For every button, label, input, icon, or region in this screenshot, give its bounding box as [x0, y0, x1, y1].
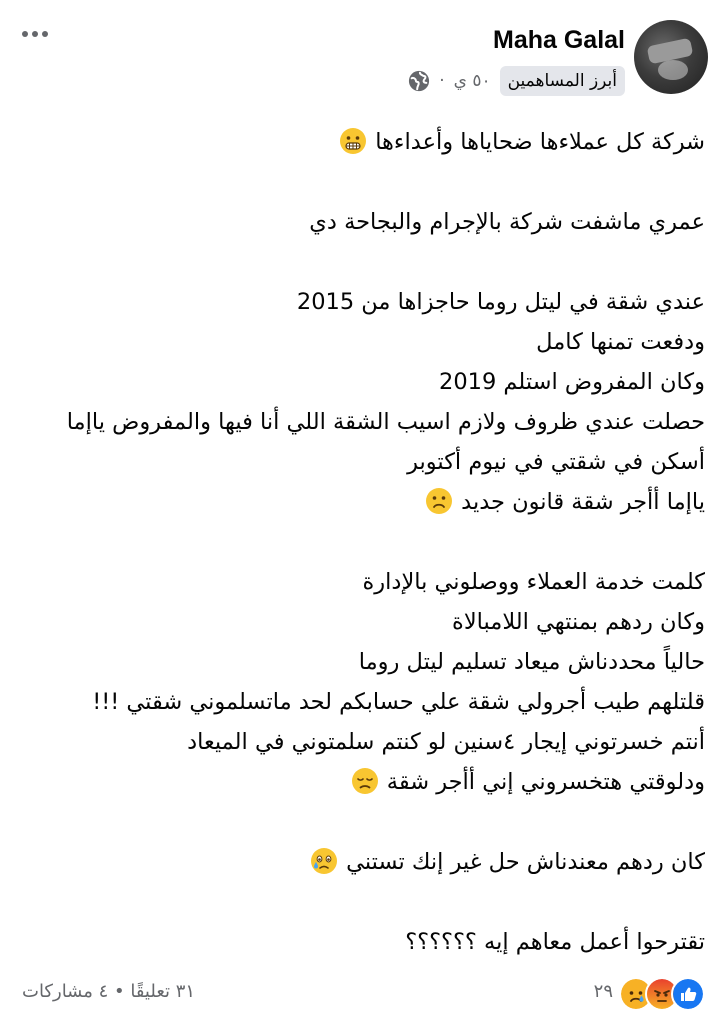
post-line	[15, 442, 705, 482]
post-line-text: عمري ماشفت شركة بالإجرام والبجاحة دي	[309, 209, 705, 235]
post-line	[15, 682, 705, 722]
post-line-text: كلمت خدمة العملاء ووصلوني بالإدارة	[362, 569, 705, 595]
post-line	[15, 842, 705, 882]
grimacing-emoji-icon	[339, 127, 367, 155]
post-line-text: قلتلهم طيب أجرولي شقة علي حسابكم لحد ماتسلموني شقتي !!!	[92, 689, 705, 715]
post-line	[15, 402, 705, 442]
post-line	[15, 322, 705, 362]
post-time[interactable]: ٥٠ ي	[453, 71, 491, 91]
post-line	[15, 202, 705, 242]
post-line-blank	[15, 882, 705, 922]
post-text	[15, 122, 705, 962]
post-line-text: وكان ردهم بمنتهي اللامبالاة	[452, 609, 705, 635]
reaction-count[interactable]: ٢٩	[593, 981, 613, 1002]
post-line-text: وكان المفروض استلم 2019	[439, 369, 705, 395]
post-line-text: حصلت عندي ظروف ولازم اسيب الشقة اللي أنا فيها والمفروض ياإما	[66, 409, 705, 435]
post-line-blank	[15, 162, 705, 202]
post-line-text: تقترحوا أعمل معاهم إيه ؟؟؟؟؟؟	[405, 929, 705, 955]
post-line	[15, 762, 705, 802]
post-line-blank	[15, 522, 705, 562]
more-dots-icon	[22, 31, 28, 37]
post-line-text: ياإما أأجر شقة قانون جديد	[461, 489, 705, 515]
post-line	[15, 642, 705, 682]
post-line-text: أنتم خسرتوني إيجار ٤سنين لو كنتم سلمتوني في الميعاد	[187, 729, 705, 755]
globe-icon	[408, 70, 430, 92]
frowning-emoji-icon	[425, 487, 453, 515]
holding-back-tears-emoji-icon	[310, 847, 338, 875]
post-meta	[408, 65, 625, 97]
post-line	[15, 122, 705, 162]
post-line	[15, 562, 705, 602]
meta-separator: ·	[439, 71, 445, 91]
author-name[interactable]: Maha Galal	[493, 26, 625, 54]
disappointed-emoji-icon	[351, 767, 379, 795]
post-line	[15, 722, 705, 762]
reaction-icons[interactable]	[627, 977, 705, 1011]
comments-shares-count[interactable]: ٣١ تعليقًا • ٤ مشاركات	[22, 981, 196, 1002]
post-line-text: كان ردهم معندناش حل غير إنك تستني	[346, 849, 705, 875]
more-options-button[interactable]	[18, 22, 52, 46]
top-contributor-badge[interactable]: أبرز المساهمين	[500, 66, 625, 96]
post-line	[15, 282, 705, 322]
avatar[interactable]	[634, 20, 708, 94]
post-footer	[0, 975, 725, 1015]
post-line	[15, 482, 705, 522]
post-line	[15, 602, 705, 642]
post-line-text: ودلوقتي هتخسروني إني أأجر شقة	[386, 769, 705, 795]
post-line-blank	[15, 802, 705, 842]
post-line-text: عندي شقة في ليتل روما حاجزاها من 2015	[296, 289, 705, 315]
post-line	[15, 362, 705, 402]
post-line-text: أسكن في شقتي في نيوم أكتوبر	[407, 449, 705, 475]
post-line-text: شركة كل عملاءها ضحاياها وأعداءها	[375, 129, 705, 155]
post-line	[15, 922, 705, 962]
post-line-text: حالياً محددناش ميعاد تسليم ليتل روما	[358, 649, 705, 675]
post-line-text: ودفعت تمنها كامل	[536, 329, 705, 355]
post-line-blank	[15, 242, 705, 282]
like-icon	[671, 977, 705, 1011]
